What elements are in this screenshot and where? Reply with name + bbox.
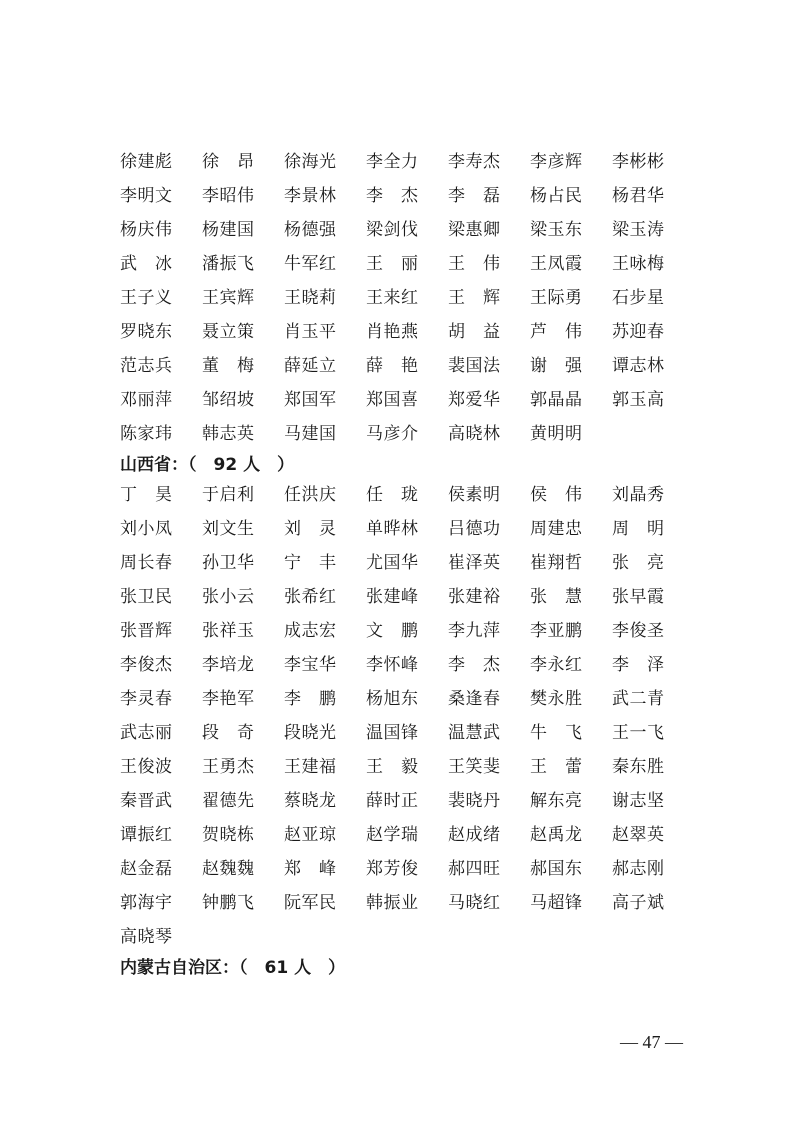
name-entry: 郑国军	[284, 390, 337, 410]
name-entry: 温慧武	[448, 723, 501, 743]
name-entry: 谢志坚	[612, 791, 665, 811]
name-entry: 文 鹏	[366, 621, 419, 641]
name-entry: 张祥玉	[202, 621, 255, 641]
name-entry: 黄明明	[530, 424, 583, 444]
name-entry: 李怀峰	[366, 655, 419, 675]
page-number: — 47 —	[620, 1032, 683, 1052]
name-entry: 张 慧	[530, 587, 583, 607]
name-entry: 李亚鹏	[530, 621, 583, 641]
name-entry: 李灵春	[120, 689, 173, 709]
name-entry: 崔翔哲	[530, 553, 583, 573]
name-entry: 于启利	[202, 485, 255, 505]
name-entry: 张建峰	[366, 587, 419, 607]
name-entry: 王一飞	[612, 723, 665, 743]
name-entry: 王咏梅	[612, 254, 665, 274]
name-entry: 武志丽	[120, 723, 173, 743]
name-entry: 赵金磊	[120, 859, 173, 879]
name-entry: 韩振业	[366, 893, 419, 913]
name-entry: 李 磊	[448, 186, 501, 206]
name-entry: 李全力	[366, 152, 419, 172]
section-heading-inner-mongolia: 内蒙古自治区：（ 61 人 ）	[120, 958, 346, 978]
name-entry: 樊永胜	[530, 689, 583, 709]
name-entry: 梁惠卿	[448, 220, 501, 240]
name-entry: 谢 强	[530, 356, 583, 376]
name-entry: 任 珑	[366, 485, 419, 505]
name-entry: 马建国	[284, 424, 337, 444]
name-entry: 李 杰	[366, 186, 419, 206]
name-entry: 王宾辉	[202, 288, 255, 308]
name-entry: 翟德先	[202, 791, 255, 811]
name-entry: 马彦介	[366, 424, 419, 444]
name-entry: 董 梅	[202, 356, 255, 376]
name-entry: 尤国华	[366, 553, 419, 573]
name-entry: 李昭伟	[202, 186, 255, 206]
name-entry: 李 杰	[448, 655, 501, 675]
name-entry: 高晓林	[448, 424, 501, 444]
name-entry: 梁剑伐	[366, 220, 419, 240]
name-entry: 陈家玮	[120, 424, 173, 444]
name-entry: 李明文	[120, 186, 173, 206]
name-entry: 谭振红	[120, 825, 173, 845]
name-entry: 肖艳燕	[366, 322, 419, 342]
name-entry: 刘文生	[202, 519, 255, 539]
name-list-shanxi	[120, 478, 690, 954]
name-entry: 肖玉平	[284, 322, 337, 342]
name-entry: 薛延立	[284, 356, 337, 376]
name-entry: 郑国喜	[366, 390, 419, 410]
name-entry: 李彦辉	[530, 152, 583, 172]
name-entry: 刘 灵	[284, 519, 337, 539]
name-entry: 裴国法	[448, 356, 501, 376]
name-entry: 杨德强	[284, 220, 337, 240]
name-entry: 高晓琴	[120, 927, 173, 947]
name-list-hebei	[120, 145, 690, 451]
name-entry: 周长春	[120, 553, 173, 573]
name-entry: 李俊杰	[120, 655, 173, 675]
name-entry: 贺晓栋	[202, 825, 255, 845]
name-entry: 蔡晓龙	[284, 791, 337, 811]
name-entry: 郑爱华	[448, 390, 501, 410]
name-entry: 罗晓东	[120, 322, 173, 342]
name-entry: 杨占民	[530, 186, 583, 206]
name-entry: 王凤霞	[530, 254, 583, 274]
name-entry: 苏迎春	[612, 322, 665, 342]
name-entry: 牛军红	[284, 254, 337, 274]
name-entry: 刘小凤	[120, 519, 173, 539]
name-entry: 钟鹏飞	[202, 893, 255, 913]
name-entry: 侯 伟	[530, 485, 583, 505]
name-entry: 宁 丰	[284, 553, 337, 573]
name-entry: 裴晓丹	[448, 791, 501, 811]
name-entry: 马晓红	[448, 893, 501, 913]
name-entry: 杨庆伟	[120, 220, 173, 240]
name-entry: 郭玉高	[612, 390, 665, 410]
name-entry: 郑 峰	[284, 859, 337, 879]
name-entry: 王 辉	[448, 288, 501, 308]
name-entry: 秦晋武	[120, 791, 173, 811]
name-entry: 李景林	[284, 186, 337, 206]
name-entry: 王际勇	[530, 288, 583, 308]
name-entry: 任洪庆	[284, 485, 337, 505]
name-entry: 梁玉东	[530, 220, 583, 240]
name-entry: 王笑斐	[448, 757, 501, 777]
name-entry: 石步星	[612, 288, 665, 308]
name-entry: 张早霞	[612, 587, 665, 607]
name-entry: 李永红	[530, 655, 583, 675]
name-entry: 范志兵	[120, 356, 173, 376]
name-entry: 秦东胜	[612, 757, 665, 777]
name-entry: 丁 昊	[120, 485, 173, 505]
name-entry: 武 冰	[120, 254, 173, 274]
name-entry: 郑芳俊	[366, 859, 419, 879]
name-entry: 李艳军	[202, 689, 255, 709]
name-entry: 孙卫华	[202, 553, 255, 573]
name-entry: 段晓光	[284, 723, 337, 743]
name-entry: 王来红	[366, 288, 419, 308]
name-entry: 成志宏	[284, 621, 337, 641]
name-entry: 赵成绪	[448, 825, 501, 845]
name-entry: 王勇杰	[202, 757, 255, 777]
name-entry: 胡 益	[448, 322, 501, 342]
name-entry: 赵亚琼	[284, 825, 337, 845]
name-entry: 侯素明	[448, 485, 501, 505]
name-entry: 张晋辉	[120, 621, 173, 641]
name-entry: 武二青	[612, 689, 665, 709]
name-entry: 王建福	[284, 757, 337, 777]
name-entry: 王晓莉	[284, 288, 337, 308]
name-entry: 温国锋	[366, 723, 419, 743]
name-entry: 马超锋	[530, 893, 583, 913]
name-entry: 杨建国	[202, 220, 255, 240]
name-entry: 郝志刚	[612, 859, 665, 879]
name-entry: 高子斌	[612, 893, 665, 913]
name-entry: 王俊波	[120, 757, 173, 777]
name-entry: 张卫民	[120, 587, 173, 607]
name-entry: 李寿杰	[448, 152, 501, 172]
name-entry: 谭志林	[612, 356, 665, 376]
name-entry: 徐建彪	[120, 152, 173, 172]
name-entry: 王 丽	[366, 254, 419, 274]
name-entry: 邓丽萍	[120, 390, 173, 410]
name-entry: 杨君华	[612, 186, 665, 206]
name-entry: 薛时正	[366, 791, 419, 811]
name-entry: 牛 飞	[530, 723, 583, 743]
name-entry: 赵翠英	[612, 825, 665, 845]
name-entry: 梁玉涛	[612, 220, 665, 240]
name-entry: 李彬彬	[612, 152, 665, 172]
name-entry: 解东亮	[530, 791, 583, 811]
name-entry: 芦 伟	[530, 322, 583, 342]
name-entry: 张小云	[202, 587, 255, 607]
name-entry: 徐 昂	[202, 152, 255, 172]
name-entry: 郭海宇	[120, 893, 173, 913]
name-entry: 郝国东	[530, 859, 583, 879]
name-entry: 潘振飞	[202, 254, 255, 274]
name-entry: 李培龙	[202, 655, 255, 675]
name-entry: 王子义	[120, 288, 173, 308]
section-heading-shanxi: 山西省：（ 92 人 ）	[120, 455, 295, 475]
name-entry: 刘晶秀	[612, 485, 665, 505]
name-entry: 郭晶晶	[530, 390, 583, 410]
name-entry: 段 奇	[202, 723, 255, 743]
name-entry: 桑逢春	[448, 689, 501, 709]
name-entry: 赵魏魏	[202, 859, 255, 879]
name-entry: 李 鹏	[284, 689, 337, 709]
name-entry: 李九萍	[448, 621, 501, 641]
name-entry: 薛 艳	[366, 356, 419, 376]
name-entry: 单晔林	[366, 519, 419, 539]
name-entry: 崔泽英	[448, 553, 501, 573]
name-entry: 周 明	[612, 519, 665, 539]
name-entry: 赵禹龙	[530, 825, 583, 845]
name-entry: 李宝华	[284, 655, 337, 675]
name-entry: 李俊圣	[612, 621, 665, 641]
name-entry: 韩志英	[202, 424, 255, 444]
name-entry: 赵学瑞	[366, 825, 419, 845]
name-entry: 张 亮	[612, 553, 665, 573]
name-entry: 张建裕	[448, 587, 501, 607]
name-entry: 周建忠	[530, 519, 583, 539]
name-entry: 阮军民	[284, 893, 337, 913]
name-entry: 聂立策	[202, 322, 255, 342]
name-entry: 徐海光	[284, 152, 337, 172]
name-entry: 李 泽	[612, 655, 665, 675]
name-entry: 杨旭东	[366, 689, 419, 709]
name-entry: 吕德功	[448, 519, 501, 539]
name-entry: 王 蕾	[530, 757, 583, 777]
name-entry: 邹绍坡	[202, 390, 255, 410]
name-entry: 张希红	[284, 587, 337, 607]
name-entry: 王 伟	[448, 254, 501, 274]
name-entry: 王 毅	[366, 757, 419, 777]
name-entry: 郝四旺	[448, 859, 501, 879]
